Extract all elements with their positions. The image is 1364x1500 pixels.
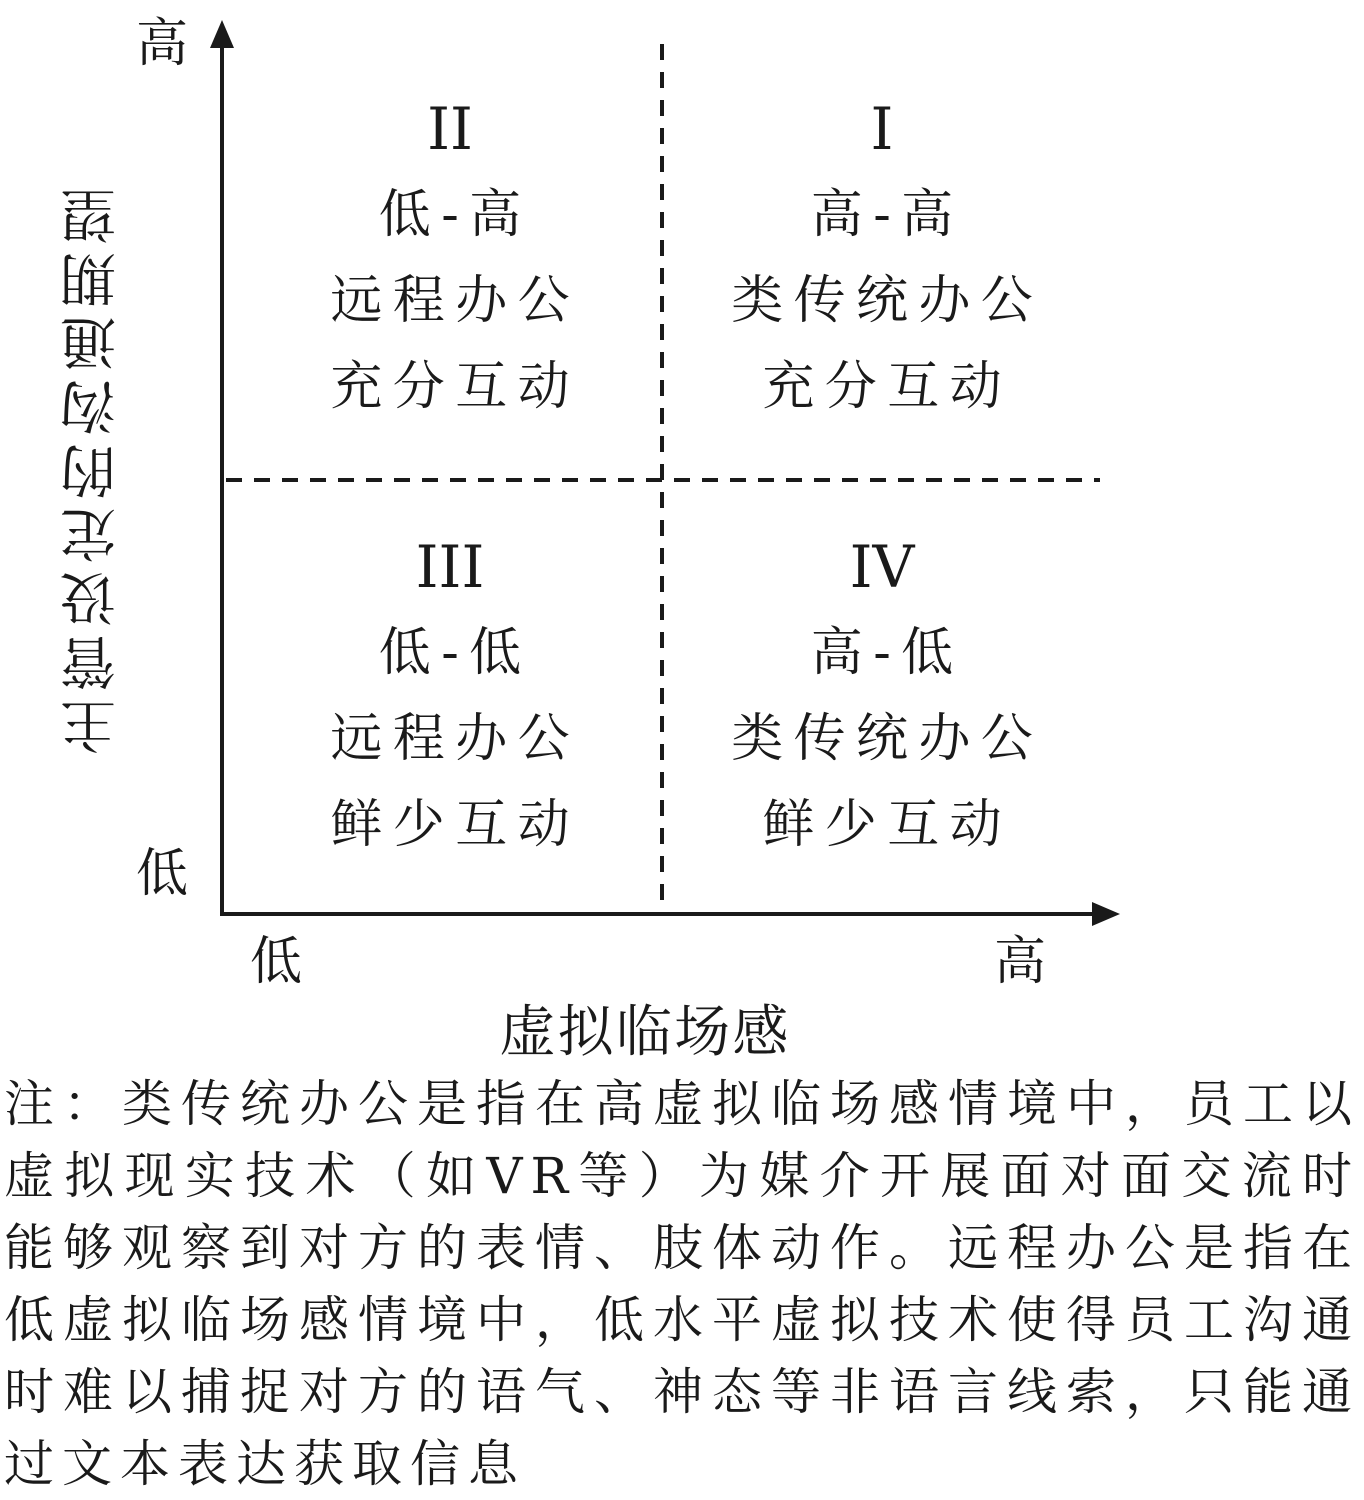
x-axis-high-label: 高 [994, 932, 1047, 992]
quadrant-level: 低-高 [378, 185, 532, 245]
y-axis-low-label: 低 [136, 844, 189, 904]
figure-note: 注：类传统办公是指在高虚拟临场感情境中，员工以虚拟现实技术（如VR等）为媒介开展面对面交流时能够观察到对方的表情、肢体动作。远程办公是指在低虚拟临场感情境中，低水平虚拟技术使得员工沟通时难以捕捉对方的语气、神态等非语言线索，只能通过文本表达获取信息 [4, 1075, 1360, 1493]
quadrant-mode: 远程办公 [330, 271, 580, 331]
quadrant-iii [230, 524, 670, 868]
quadrant-interaction: 鲜少互动 [330, 795, 580, 855]
y-axis-label: 主管设定的沟通期望 [60, 180, 125, 755]
x-axis-label: 虚拟临场感 [499, 1000, 791, 1065]
quadrant-numeral: III [415, 533, 485, 601]
x-axis-arrow [1092, 902, 1120, 926]
quadrant-mode: 类传统办公 [731, 271, 1044, 331]
quadrant-interaction: 充分互动 [330, 357, 580, 417]
quadrant-iv [662, 524, 1102, 868]
quadrant-level: 高-低 [810, 623, 964, 683]
quadrant-mode: 类传统办公 [731, 709, 1044, 769]
y-axis-arrow [210, 20, 234, 48]
y-axis-high-label: 高 [136, 14, 189, 74]
quadrant-interaction: 鲜少互动 [762, 795, 1012, 855]
quadrant-numeral: IV [849, 533, 915, 601]
quadrant-level: 低-低 [378, 623, 532, 683]
quadrant-level: 高-高 [810, 185, 964, 245]
quadrant-numeral: I [870, 95, 894, 163]
quadrant-i [662, 86, 1102, 430]
quadrant-interaction: 充分互动 [762, 357, 1012, 417]
quadrant-ii [230, 86, 670, 430]
x-axis-low-label: 低 [250, 932, 303, 992]
quadrant-numeral: II [427, 95, 473, 163]
quadrant-mode: 远程办公 [330, 709, 580, 769]
